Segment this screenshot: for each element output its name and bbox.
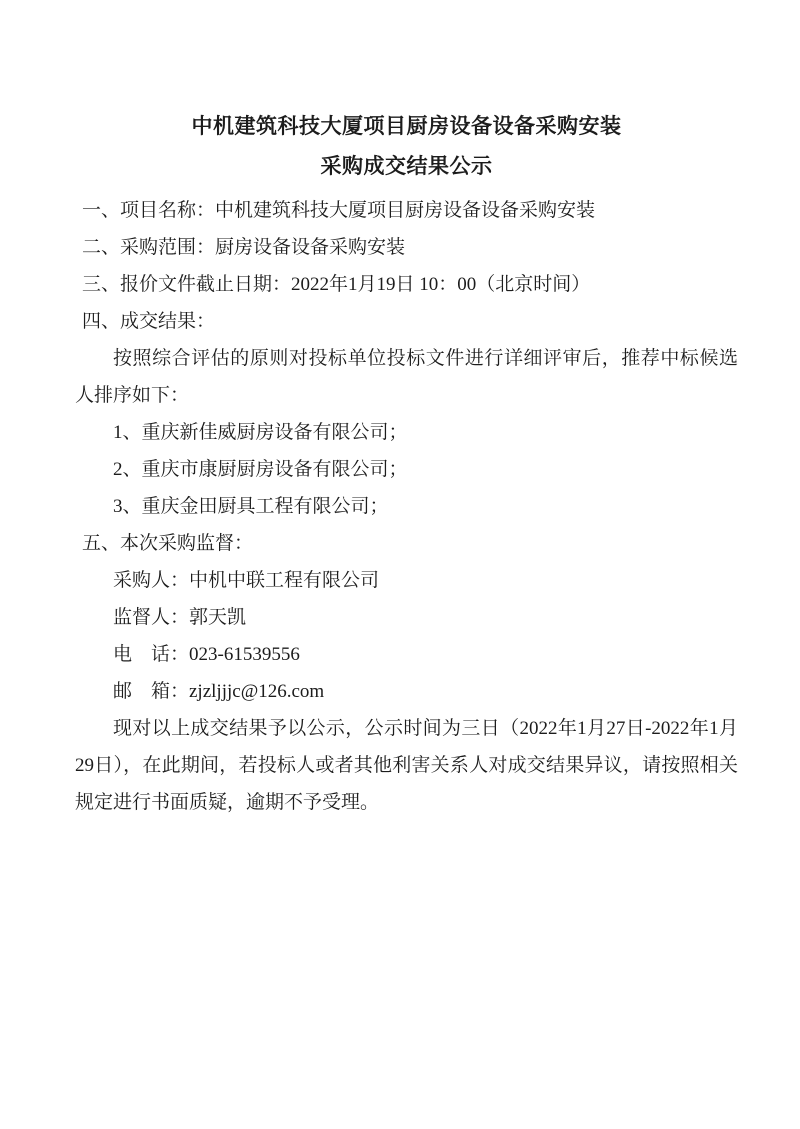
line-supervisor: 监督人：郭天凯: [113, 607, 247, 628]
line-phone: 电 话：023-61539556: [113, 644, 300, 665]
section-project-name: 一、项目名称：中机建筑科技大厦项目厨房设备设备采购安装: [82, 200, 596, 221]
line-email: 邮 箱：zjzljjjc@126.com: [113, 681, 325, 702]
paragraph-public-notice: 现对以上成交结果予以公示，公示时间为三日（2022年1月27日-2022年1月29日），在此期间，若投标人或者其他利害关系人对成交结果异议，请按照相关规定进行书面质疑，逾期不予受理。: [75, 718, 738, 813]
candidate-item-3: 3、重庆金田厨具工程有限公司；: [113, 496, 389, 517]
section-award-result-heading: 四、成交结果：: [82, 311, 216, 332]
section-quote-deadline: 三、报价文件截止日期：2022年1月19日 10：00（北京时间）: [82, 274, 591, 295]
section-procurement-scope: 二、采购范围：厨房设备设备采购安装: [82, 237, 406, 258]
doc-title-block: [75, 106, 738, 186]
line-purchaser: 采购人：中机中联工程有限公司: [113, 570, 380, 591]
candidate-item-1: 1、重庆新佳威厨房设备有限公司；: [113, 422, 408, 443]
doc-title-line-2: 采购成交结果公示: [320, 154, 493, 178]
paragraph-evaluation: 按照综合评估的原则对投标单位投标文件进行详细评审后，推荐中标候选人排序如下：: [75, 348, 738, 406]
candidate-item-2: 2、重庆市康厨厨房设备有限公司；: [113, 459, 408, 480]
section-supervision-heading: 五、本次采购监督：: [82, 533, 254, 554]
doc-body: [75, 192, 738, 821]
doc-title-line-1: 中机建筑科技大厦项目厨房设备设备采购安装: [191, 114, 622, 138]
